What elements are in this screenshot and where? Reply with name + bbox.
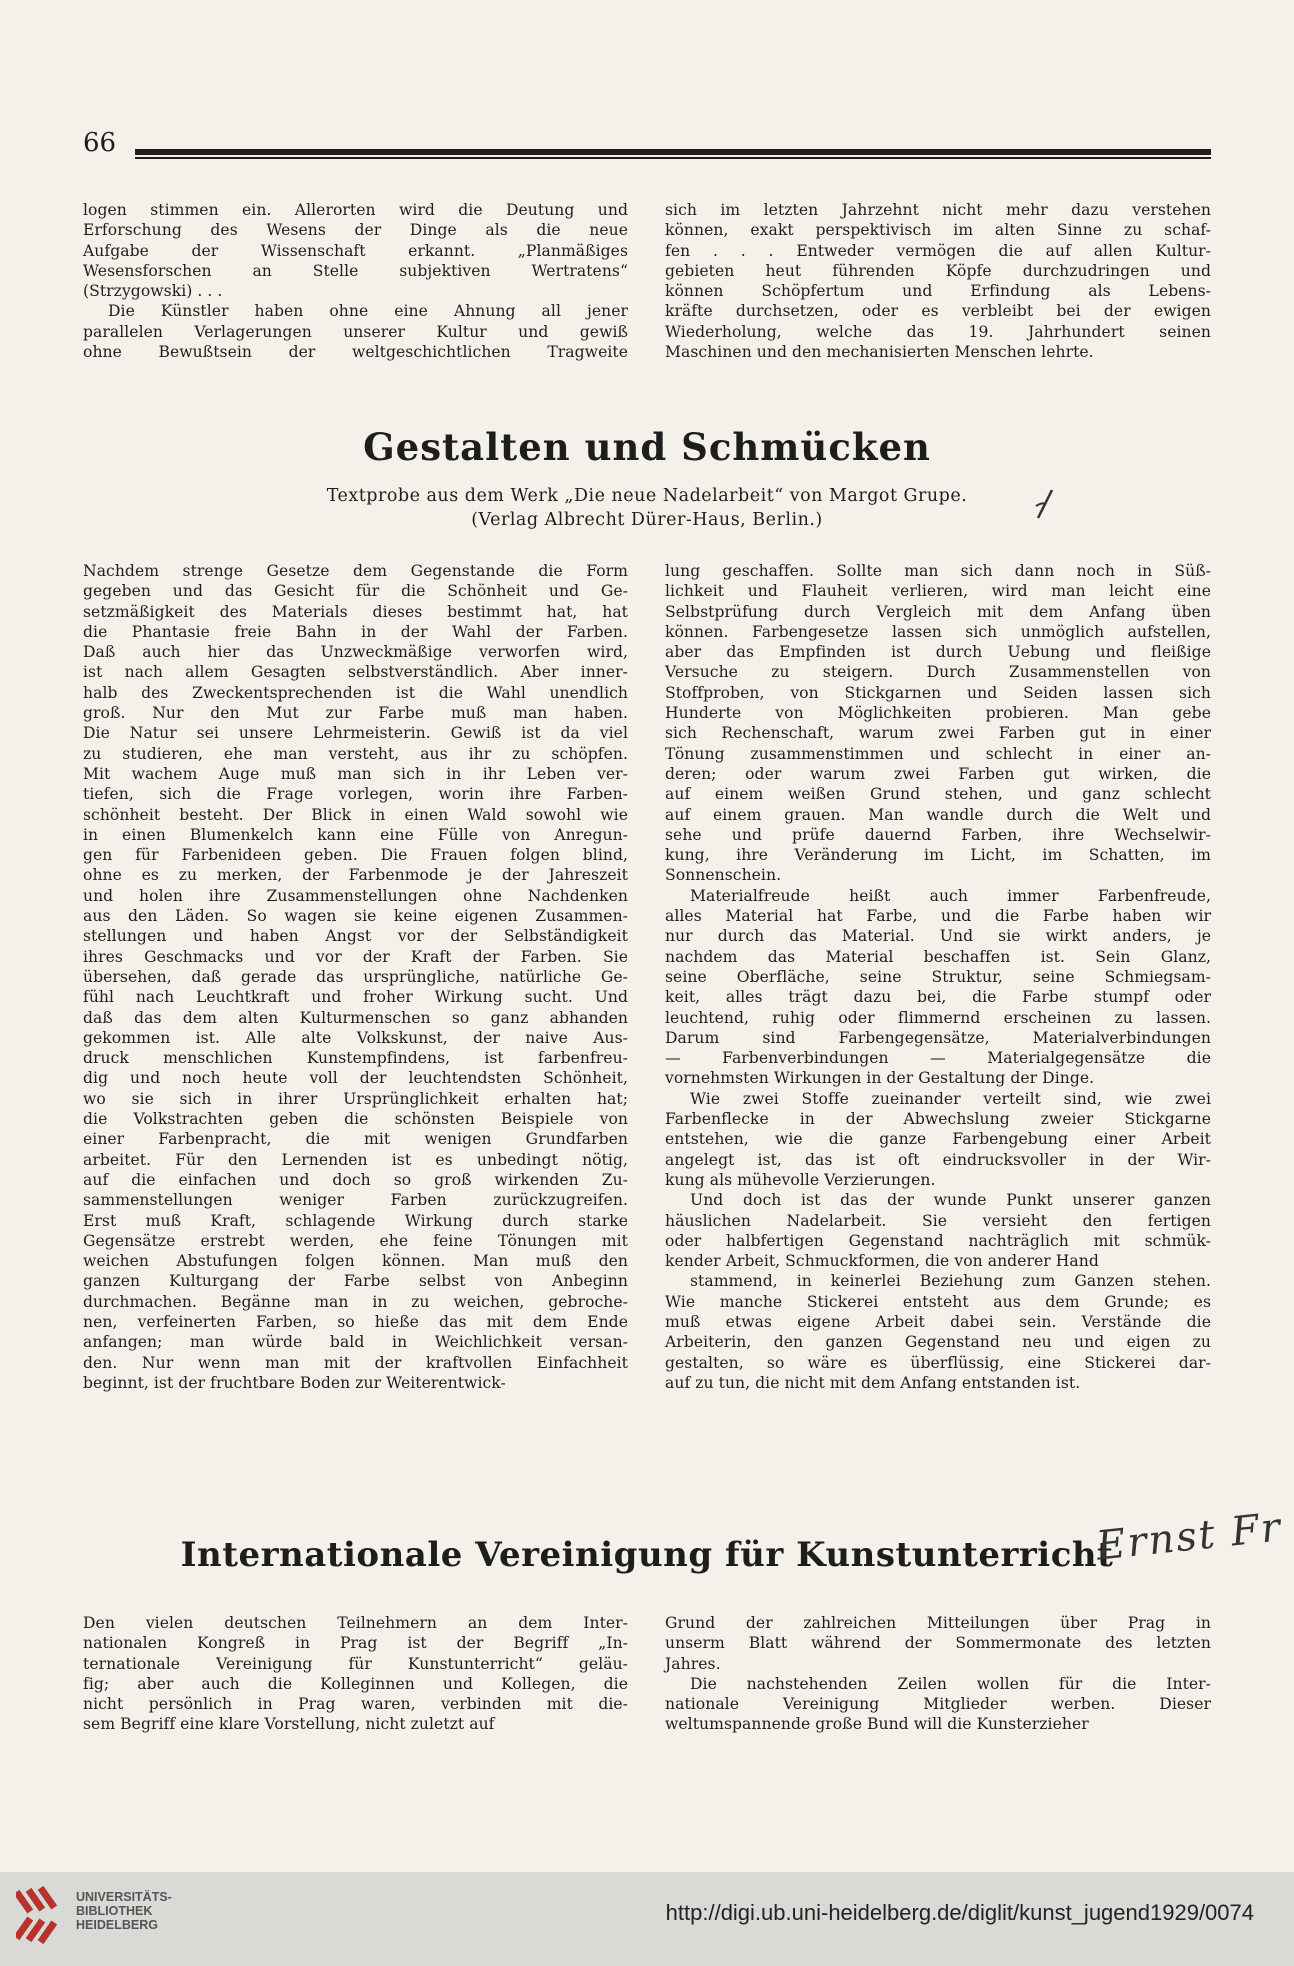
text-line: Selbstprüfung durch Vergleich mit dem Anfang üben [665,602,1211,621]
text-line: angelegt ist, das ist oft eindrucksvoller in der Wir- [665,1150,1211,1169]
text-line: sammenstellungen weniger Farben zurückzugreifen. [83,1191,628,1210]
text-line: Den vielen deutschen Teilnehmern an dem Inter- [83,1614,628,1632]
intro-column-left [83,200,628,362]
text-line: Mit wachem Auge muß man sich in ihr Leben ver- [83,764,628,783]
text-line: alles Material hat Farbe, und die Farbe haben wir [665,907,1211,926]
text-line: nicht persönlich in Prag waren, verbinden mit die- [83,1695,628,1714]
intro-column-right [665,200,1211,362]
library-name-line: UNIVERSITÄTS- [76,1890,172,1904]
section-title: Internationale Vereinigung für Kunstunterricht [180,1535,1114,1575]
text-line: gebieten heut führenden Köpfe durchzudringen und [665,261,1211,280]
text-line: nationalen Kongreß in Prag ist der Begriff „In- [83,1634,628,1653]
section-column-left [83,1613,628,1735]
text-line: gekommen ist. Alle alte Volkskunst, der naive Aus- [83,1028,628,1047]
text-line: parallelen Verlagerungen unserer Kultur und gewiß [83,322,628,341]
text-line: vornehmsten Wirkungen in der Gestaltung der Dinge. [665,1069,1095,1088]
library-name-line: HEIDELBERG [76,1918,158,1932]
text-line: Arbeiterin, den ganzen Gegenstand neu und eigen zu [665,1333,1211,1352]
text-line: fig; aber auch die Kolleginnen und Kollegen, die [83,1674,628,1693]
article-publisher: (Verlag Albrecht Dürer-Haus, Berlin.) [471,510,823,530]
text-line: unserm Blatt während der Sommermonate des letzten [665,1634,1211,1653]
text-line: Erst muß Kraft, schlagende Wirkung durch starke [83,1211,628,1230]
text-line: Hunderte von Möglichkeiten probieren. Man gebe [665,704,1211,723]
text-line: einer Farbenpracht, die mit wenigen Grundfarben [83,1130,628,1149]
text-line: — Farbenverbindungen — Materialgegensätze die [665,1049,1211,1068]
text-line: nen, verfeinerten Farben, so hieße das mit dem Ende [83,1312,628,1331]
text-line: kung, ihre Veränderung im Licht, im Schatten, im [665,846,1211,865]
text-line: durchmachen. Begänne man in zu weichen, gebroche- [83,1292,628,1311]
text-line: Daß auch hier das Unzweckmäßige verworfen wird, [83,643,628,662]
text-line: halb des Zweckentsprechenden ist die Wahl unendlich [83,683,628,702]
text-line: sehe und prüfe dauernd Farben, ihre Wechselwir- [665,825,1211,844]
article-column-left [83,561,628,1393]
text-line: keit, alles trägt dazu bei, die Farbe stumpf oder [665,988,1211,1007]
text-line: sich im letzten Jahrzehnt nicht mehr dazu verstehen [665,201,1211,219]
handwritten-mark-icon [1032,488,1056,522]
text-line: stammend, in keinerlei Beziehung zum Ganzen stehen. [690,1272,1211,1291]
text-line: lichkeit und Flauheit verlieren, wird man leicht eine [665,582,1211,601]
article-title: Gestalten und Schmücken [363,425,931,469]
text-line: arbeitet. Für den Lernenden ist es unbedingt nötig, [83,1150,628,1169]
text-line: tiefen, sich die Frage vorlegen, worin ihre Farben- [83,785,628,804]
text-line: kräfte durchsetzen, oder es verbleibt bei der ewigen [665,302,1211,321]
text-line: ganzen Kulturgang der Farbe selbst von Anbeginn [83,1272,628,1291]
text-line: auf einem grauen. Man wandle durch die Welt und [665,805,1211,824]
text-line: können Schöpfertum und Erfindung als Lebens- [665,282,1211,301]
text-line: logen stimmen ein. Allerorten wird die Deutung und [83,201,628,219]
source-url-link[interactable]: http://digi.ub.uni-heidelberg.de/diglit/kunst_jugend1929/0074 [665,1900,1254,1925]
text-line: ohne Bewußtsein der weltgeschichtlichen Tragweite [83,343,628,362]
text-line: Aufgabe der Wissenschaft erkannt. „Planmäßiges [83,241,628,260]
text-line: in einen Blumenkelch kann eine Fülle von Anregun- [83,825,628,844]
page-number: 66 [83,128,117,158]
text-line: deren; oder warum zwei Farben gut wirken, die [665,764,1211,783]
text-line: weichen Abstufungen folgen können. Man muß den [83,1252,628,1271]
text-line: nachdem das Material beschaffen ist. Sein Glanz, [665,947,1211,966]
text-line: Erforschung des Wesens der Dinge als die neue [83,221,628,240]
text-line: Maschinen und den mechanisierten Menschen lehrte. [665,343,1094,362]
text-line: groß. Nur den Mut zur Farbe muß man haben. [83,704,628,723]
text-line: häuslichen Nadelarbeit. Sie versieht den fertigen [665,1211,1211,1230]
text-line: Jahres. [665,1654,721,1673]
header-rule [135,149,1211,155]
text-line: können, exakt perspektivisch im alten Sinne zu schaf- [665,221,1211,240]
text-line: entstehen, wie die ganze Farbengebung einer Arbeit [665,1130,1211,1149]
library-name [76,1890,172,1932]
article-column-right [665,561,1211,1393]
text-line: weltumspannende große Bund will die Kunsterzieher [665,1715,1089,1734]
section-column-right [665,1613,1211,1735]
text-line: übersehen, daß gerade das ursprüngliche, natürliche Ge- [83,967,628,986]
text-line: Wiederholung, welche das 19. Jahrhundert seinen [665,322,1211,341]
text-line: fen . . . Entweder vermögen die auf allen Kultur- [665,241,1211,260]
text-line: Farbenflecke in der Abwechslung zweier Stickgarne [665,1110,1211,1129]
text-line: den. Nur wenn man mit der kraftvollen Einfachheit [83,1353,628,1372]
text-line: Tönung zusammenstimmen und schlecht in einer an- [665,744,1211,763]
text-line: daß das dem alten Kulturmenschen so ganz abhanden [83,1008,628,1027]
text-line: die Phantasie freie Bahn in der Wahl der Farben. [83,622,628,641]
text-line: Grund der zahlreichen Mitteilungen über Prag in [665,1614,1211,1632]
text-line: kung als mühevolle Verzierungen. [665,1170,936,1189]
text-line: gegeben und das Gesicht für die Schönheit und Ge- [83,582,628,601]
university-library-logo-icon [16,1886,70,1946]
text-line: können. Farbengesetze lassen sich unmöglich aufstellen, [665,622,1211,641]
text-line: Und doch ist das der wunde Punkt unserer ganzen [690,1191,1211,1210]
text-line: dig und noch heute voll der leuchtendsten Schönheit, [83,1069,628,1088]
text-line: Gegensätze erstrebt werden, ehe feine Tönungen mit [83,1231,628,1250]
text-line: Stoffproben, von Stickgarnen und Seiden lassen sich [665,683,1211,702]
text-line: wo sie sich in ihrer Ursprünglichkeit erhalten hat; [83,1089,628,1108]
text-line: ihres Geschmacks und vor der Kraft der Farben. Sie [83,947,628,966]
text-line: Versuche zu steigern. Durch Zusammenstellen von [665,663,1211,682]
text-line: Wie zwei Stoffe zueinander verteilt sind, wie zwei [690,1089,1211,1108]
text-line: sich Rechenschaft, warum zwei Farben gut in einer [665,724,1211,743]
text-line: nur durch das Material. Und sie wirkt anders, je [665,927,1211,946]
footer-bar [0,1872,1294,1966]
text-line: beginnt, ist der fruchtbare Boden zur Weiterentwick- [83,1373,506,1392]
text-line: muß etwas eigene Arbeit dabei sein. Verstände die [665,1312,1211,1331]
text-line: (Strzygowski) . . . [83,282,223,301]
text-line: gen für Farbenideen geben. Die Frauen folgen blind, [83,846,628,865]
text-line: gestalten, so wäre es überflüssig, eine Stickerei dar- [665,1353,1211,1372]
text-line: und holen ihre Zusammenstellungen ohne Nachdenken [83,886,628,905]
text-line: ternationale Vereinigung für Kunstunterricht“ geläu- [83,1654,628,1673]
text-line: Wesensforschen an Stelle subjektiven Wertratens“ [83,261,628,280]
text-line: aber das Empfinden ist durch Uebung und fleißige [665,643,1211,662]
text-line: Materialfreude heißt auch immer Farbenfreude, [690,886,1211,905]
text-line: kender Arbeit, Schmuckformen, die von anderer Hand [665,1252,1099,1271]
text-line: anfangen; man würde bald in Weichlichkeit versan- [83,1333,628,1352]
text-line: Nachdem strenge Gesetze dem Gegenstande die Form [83,562,628,580]
text-line: Sonnenschein. [665,866,782,885]
text-line: sem Begriff eine klare Vorstellung, nicht zuletzt auf [83,1715,495,1734]
text-line: Wie manche Stickerei entsteht aus dem Grunde; es [665,1292,1211,1311]
text-line: zu studieren, ehe man versteht, aus ihr zu schöpfen. [83,744,628,763]
text-line: Darum sind Farbengegensätze, Materialverbindungen [665,1028,1211,1047]
text-line: Die Natur sei unsere Lehrmeisterin. Gewiß ist da viel [83,724,628,743]
text-line: auf zu tun, die nicht mit dem Anfang entstanden ist. [665,1373,1081,1392]
text-line: lung geschaffen. Sollte man sich dann noch in Süß- [665,562,1211,580]
text-line: stellungen und haben Angst vor der Selbständigkeit [83,927,628,946]
text-line: druck menschlichen Kunstempfindens, ist farbenfreu- [83,1049,628,1068]
text-line: Die Künstler haben ohne eine Ahnung all jener [108,302,628,321]
text-line: Die nachstehenden Zeilen wollen für die Inter- [690,1674,1211,1693]
text-line: leuchtend, ruhig oder flimmernd erscheinen zu lassen. [665,1008,1211,1027]
text-line: aus den Läden. So wagen sie keine eigenen Zusammen- [83,907,628,926]
text-line: ohne es zu merken, der Farbenmode je der Jahreszeit [83,866,628,885]
text-line: ist nach allem Gesagten selbstverständlich. Aber inner- [83,663,628,682]
text-line: seine Oberfläche, seine Struktur, seine Schmiegsam- [665,967,1211,986]
text-line: fühl nach Leuchtkraft und froher Wirkung sucht. Und [83,988,628,1007]
text-line: oder halbfertigen Gegenstand nachträglich mit schmük- [665,1231,1211,1250]
handwritten-signature: Ernst Fr [1094,1504,1285,1570]
text-line: nationale Vereinigung Mitglieder werben. Dieser [665,1695,1211,1714]
text-line: auf die einfachen und doch so groß wirkenden Zu- [83,1170,628,1189]
article-subtitle: Textprobe aus dem Werk „Die neue Nadelarbeit“ von Margot Grupe. [326,486,968,506]
library-name-line: BIBLIOTHEK [76,1904,153,1918]
text-line: schönheit besteht. Der Blick in einen Wald sowohl wie [83,805,628,824]
text-line: die Volkstrachten geben die schönsten Beispiele von [83,1110,628,1129]
text-line: auf einem weißen Grund stehen, und ganz schlecht [665,785,1211,804]
text-line: setzmäßigkeit des Materials dieses bestimmt hat, hat [83,602,628,621]
